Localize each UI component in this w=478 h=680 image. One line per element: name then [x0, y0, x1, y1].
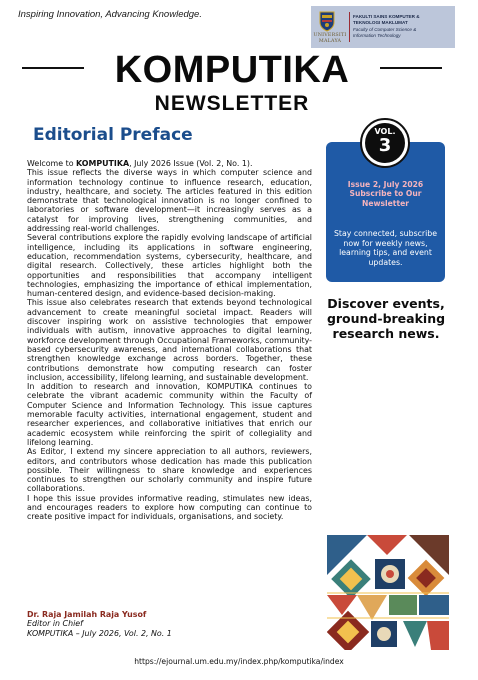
- issue-subscribe-line: Issue 2, July 2026 Subscribe to Our Newsletter: [347, 180, 424, 208]
- body-paragraph: As Editor, I extend my sincere appreciation to all authors, reviewers, editors, and contributors whose dedication has made this publication possible. Their willingness to share knowledge and experiences continues to strengthen our scholarly community and inspire future collaborations.: [27, 447, 312, 494]
- logo-divider: [349, 12, 350, 42]
- body-paragraph: Several contributions explore the rapidly evolving landscape of artificial intelligence, including its applications in software engineering, education, recommendation systems, cybersecurity, healthcare, and digital research. Collectively, these articles highlight both the opportunities and responsibilities that accompany intelligent technologies, emphasizing the importance of ethical implementation, human-centered design, and evidence-based decision-making.: [27, 233, 312, 299]
- footer-url-link[interactable]: https://ejournal.um.edu.my/index.php/komputika/index: [134, 657, 344, 666]
- geometric-pattern-illustration: [327, 535, 449, 650]
- masthead-subtitle: NEWSLETTER: [154, 92, 310, 115]
- faculty-name-malay: FAKULTI SAINS KOMPUTER & TEKNOLOGI MAKLUMAT: [353, 14, 420, 25]
- volume-label: VOL.: [374, 127, 396, 136]
- intro-paragraph: Welcome to KOMPUTIKA, July 2026 Issue (Vol. 2, No. 1).: [27, 159, 253, 168]
- masthead-rule-right: [380, 67, 442, 69]
- masthead-title: KOMPUTIKA: [114, 49, 350, 91]
- editor-name: Dr. Raja Jamilah Raja Yusof: [27, 610, 147, 619]
- tagline: Inspiring Innovation, Advancing Knowledge.: [18, 9, 202, 20]
- masthead-rule-left: [22, 67, 84, 69]
- body-paragraph: In addition to research and innovation, KOMPUTIKA continues to celebrate the vibrant academic community within the Faculty of Computer Science and Information Technology. This issue captures memorable faculty activities, international engagement, student and researcher experiences, and collaborative initiatives that enrich our academic ecosystem while reinforcing the spirit of collegiality and lifelong learning.: [27, 382, 312, 447]
- section-title: Editorial Preface: [33, 125, 193, 145]
- faculty-name-english: Faculty of Computer Science & Information Technology: [353, 27, 417, 38]
- body-paragraph: I hope this issue provides informative reading, stimulates new ideas, and encourages readers to explore how computing can continue to create positive impact for individuals, organisations, and society.: [27, 493, 312, 522]
- body-paragraph: This issue also celebrates research that extends beyond technological advancement to create meaningful societal impact. Readers will discover inspiring work on assistive technologies that empower individuals with autism, innovative approaches to digital learning, workforce development through Occupational Frameworks, community-based cybersecurity awareness, and international collaborations that strengthen knowledge exchange across borders. Together, these contributions demonstrate how computing research can foster inclusion, accessibility, lifelong learning, and sustainable development.: [27, 298, 312, 382]
- body-paragraph: This issue reflects the diverse ways in which computer science and information technology continue to influence research, education, industry, healthcare, and society. The articles featured in this edition demonstrate that technological innovation is no longer confined to laboratories or software development—it increasingly serves as a catalyst for improving lives, strengthening communities, and addressing real-world challenges.: [27, 168, 312, 234]
- issue-reference: KOMPUTIKA – July 2026, Vol. 2, No. 1: [27, 628, 172, 638]
- editor-signature: [27, 610, 312, 638]
- faculty-logo-block: [311, 6, 455, 48]
- editorial-body: [27, 159, 312, 522]
- editor-role: Editor in Chief: [27, 619, 83, 629]
- promo-text: Discover events, ground-breaking research news.: [326, 296, 446, 341]
- university-crest-icon: [318, 10, 336, 32]
- university-name: UNIVERSITI MALAYA: [313, 33, 347, 44]
- subscribe-cta-text: Stay connected, subscribe now for weekly news, learning tips, and event updates.: [333, 229, 438, 267]
- volume-number: 3: [378, 135, 392, 156]
- volume-badge: [365, 123, 405, 163]
